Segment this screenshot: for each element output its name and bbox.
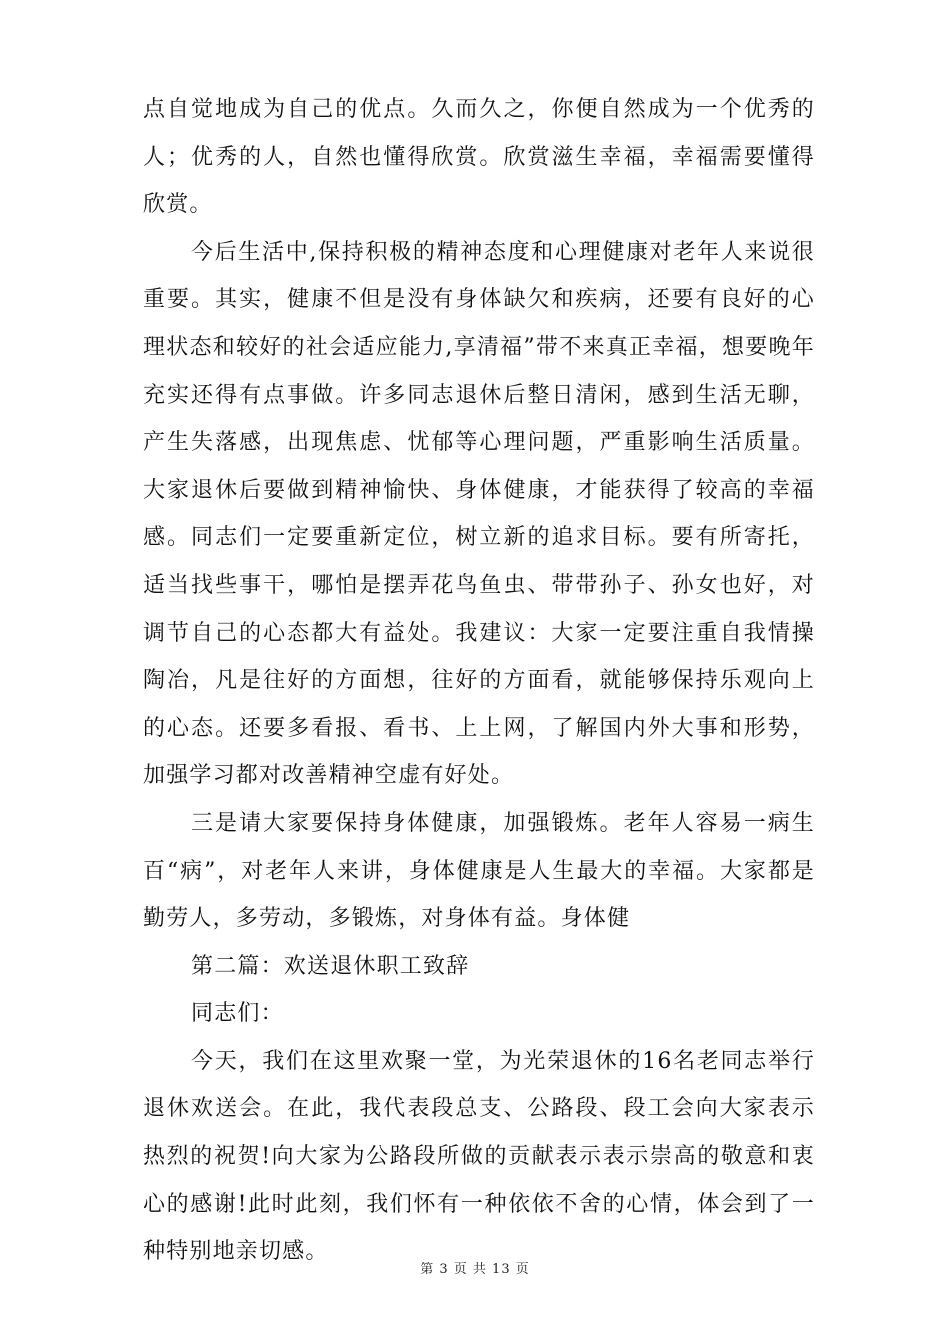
salutation: 同志们： — [191, 1001, 284, 1027]
paragraph-mental-health: 今后生活中,保持积极的精神态度和心理健康对老年人来说很重要。其实，健康不但是没有身体缺欠和疾病，还要有良好的心理状态和较好的社会适应能力,享清福”带不来真正幸福，想要晚年充实还得有点事做。许多同志退休后整日清闲，感到生活无聊，产生失落感，出现焦虑、忧郁等心理问题，严重影响生活质量。大家退休后要做到精神愉快、身体健康，才能获得了较高的幸福感。同志们一定要重新定位，树立新的追求目标。要有所寄托，适当找些事干，哪怕是摆弄花鸟鱼虫、带带孙子、孙女也好，对调节自己的心态都大有益处。我建议：大家一定要注重自我情操陶冶，凡是往好的方面想，往好的方面看，就能够保持乐观向上的心态。还要多看报、看书、上上网，了解国内外大事和形势，加强学习都对改善精神空虚有好处。 — [143, 239, 815, 789]
document-body — [143, 86, 815, 1276]
page-number-footer: 第 3 页 共 13 页 — [420, 1262, 530, 1277]
paragraph-continuation: 点自觉地成为自己的优点。久而久之，你便自然成为一个优秀的人；优秀的人，自然也懂得欣赏。欣赏滋生幸福，幸福需要懂得欣赏。 — [143, 97, 815, 218]
paragraph-farewell-speech: 今天，我们在这里欢聚一堂，为光荣退休的16名老同志举行退休欢送会。在此，我代表段总支、公路段、段工会向大家表示热烈的祝贺!向大家为公路段所做的贡献表示表示崇高的敬意和衷心的感谢!此时此刻，我们怀有一种依依不舍的心情，体会到了一种特别地亲切感。 — [143, 1048, 815, 1265]
paragraph-physical-health: 三是请大家要保持身体健康，加强锻炼。老年人容易一病生百“病”，对老年人来讲，身体健康是人生最大的幸福。大家都是勤劳人，多劳动，多锻炼，对身体有益。身体健 — [143, 810, 815, 932]
section-title: 第二篇：欢送退休职工致辞 — [191, 953, 470, 979]
